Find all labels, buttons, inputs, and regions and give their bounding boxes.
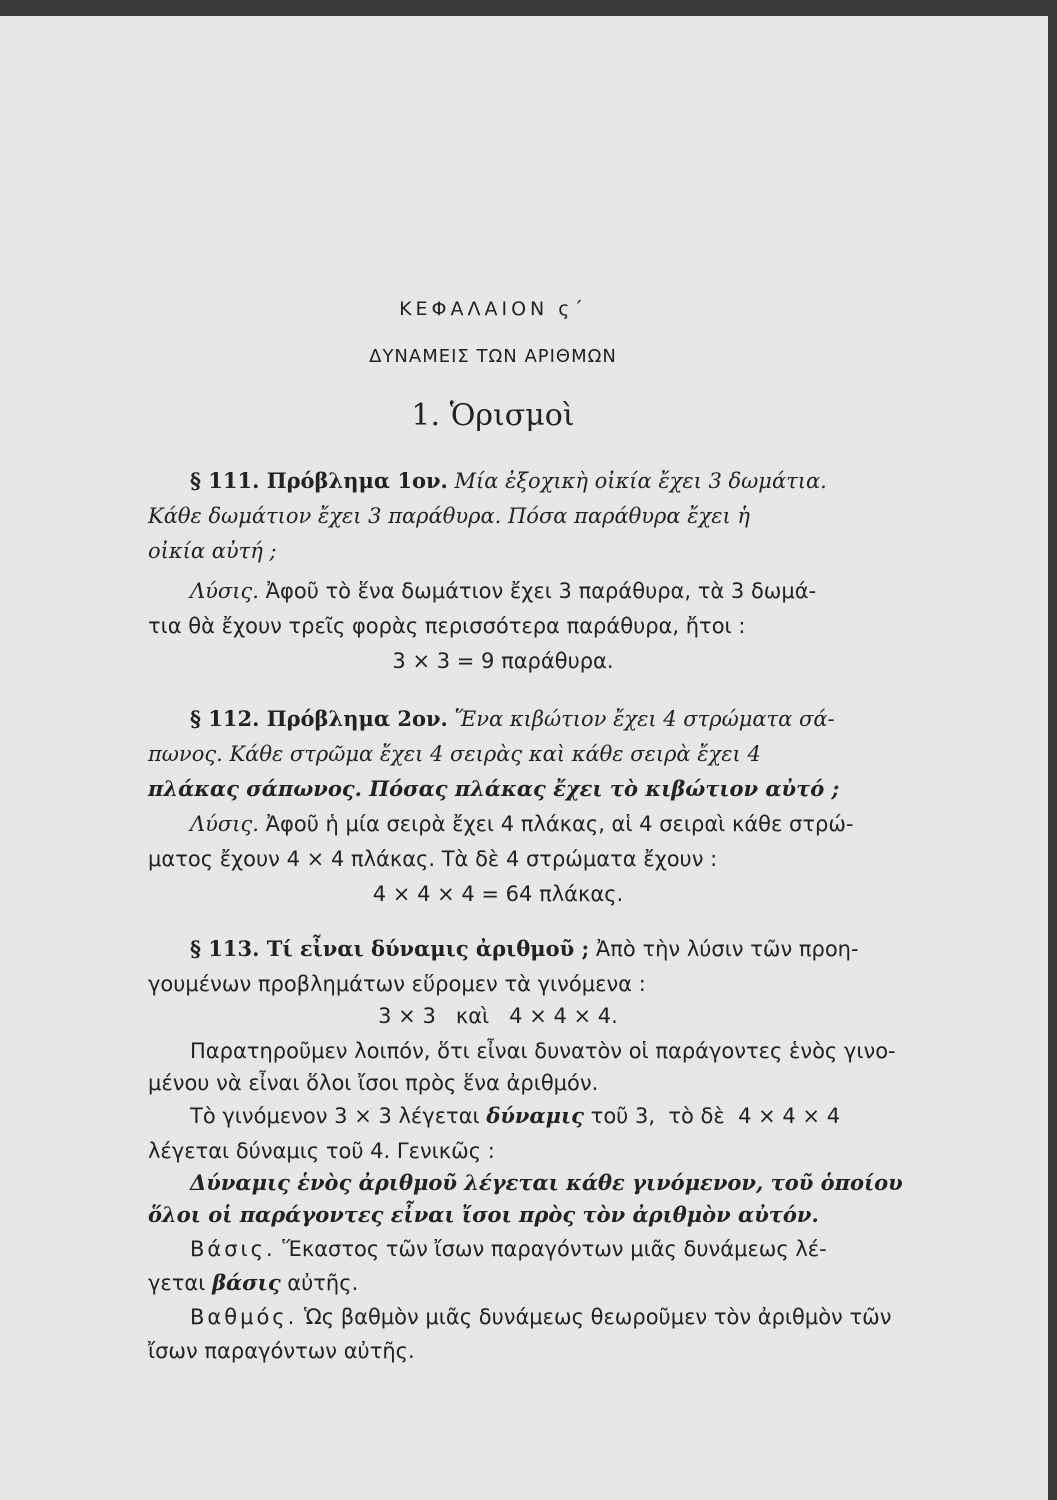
p111-solution-text-1: Ἀφοῦ τὸ ἕνα δωμάτιον ἔχει 3 παράθυρα, τὰ 3 δωμά- [265, 579, 817, 603]
p113-line-5 [148, 1101, 988, 1131]
p112-line-1 [148, 704, 988, 734]
p112-question-3: πλάκας σάπωνος. Πόσας πλάκας ἔχει τὸ κιβώτιον αὐτό ; [148, 776, 840, 801]
p113-degree-text-1: Ὡς βαθμὸν μιᾶς δυνάμεως θεωροῦμεν τὸν ἀριθμὸν τῶν [304, 1305, 892, 1329]
p113-base-text-2c: αὐτῆς. [287, 1271, 359, 1295]
p112-solution-2: ματος ἔχουν 4 × 4 πλάκας. Τὰ δὲ 4 στρώματα ἔχουν : [148, 847, 718, 871]
p113-term-power: δύναμις [486, 1103, 584, 1128]
p112-solution-text-1: Ἀφοῦ ἡ μία σειρὰ ἔχει 4 πλάκας, αἱ 4 σειραὶ κάθε στρώ- [265, 812, 854, 836]
p112-equation: 4 × 4 × 4 = 64 πλάκας. [372, 882, 624, 906]
p113-equation: 3 × 3 καὶ 4 × 4 × 4. [378, 1004, 618, 1028]
p113-text-5c: τοῦ 3, τὸ δὲ 4 × 4 × 4 [590, 1104, 841, 1128]
p113-base-text-1: Ἕκαστος τῶν ἴσων παραγόντων μιᾶς δυνάμεως λέ- [282, 1237, 827, 1261]
p112-solution-1 [148, 809, 988, 839]
p113-text-2: γουμένων προβλημάτων εὕρομεν τὰ γινόμενα : [148, 972, 646, 996]
p113-base-label: Βάσις. [190, 1237, 276, 1261]
p113-text-6: λέγεται δύναμις τοῦ 4. Γενικῶς : [148, 1139, 495, 1163]
p111-line-1 [148, 466, 988, 496]
p113-text-3: Παρατηροῦμεν λοιπόν, ὅτι εἶναι δυνατὸν οἱ παράγοντες ἑνὸς γινο- [190, 1039, 896, 1063]
p111-solution-label: Λύσις. [190, 579, 259, 603]
p113-definition-1: Δύναμις ἑνὸς ἀριθμοῦ λέγεται κάθε γινόμενον, τοῦ ὁποίου [190, 1170, 903, 1195]
chapter-heading: ΚΕΦΑΛΑΙΟΝ ς΄ [399, 298, 587, 320]
p111-solution-1 [148, 576, 988, 606]
p113-term-base: βάσις [212, 1270, 281, 1295]
p111-equation: 3 × 3 = 9 παράθυρα. [392, 649, 614, 673]
p111-label: § 111. Πρόβλημα 1ον. [190, 468, 448, 493]
p112-label: § 112. Πρόβλημα 2ον. [190, 706, 448, 731]
p113-text-1: Ἀπὸ τὴν λύσιν τῶν προη- [595, 937, 859, 961]
p113-base-line-2 [148, 1268, 988, 1298]
page-sheet [0, 16, 1048, 1500]
p113-base-text-2a: γεται [148, 1271, 206, 1295]
section-title: 1. Ὁρισμοὶ [411, 398, 575, 433]
p113-degree-label: Βαθμός. [190, 1305, 298, 1329]
chapter-subtitle: ΔΥΝΑΜΕΙΣ ΤΩΝ ΑΡΙΘΜΩΝ [369, 346, 617, 367]
p113-degree-line-1 [148, 1302, 988, 1332]
p113-degree-text-2: ἴσων παραγόντων αὐτῆς. [148, 1339, 415, 1363]
p111-question-1: Μία ἐξοχικὴ οἰκία ἔχει 3 δωμάτια. [454, 469, 827, 493]
p112-solution-label: Λύσις. [190, 812, 259, 836]
p112-question-1: Ἕνα κιβώτιον ἔχει 4 στρώματα σά- [454, 707, 835, 731]
p113-label: § 113. Τί εἶναι δύναμις ἀριθμοῦ ; [190, 936, 590, 961]
p111-solution-2: τια θὰ ἔχουν τρεῖς φορὰς περισσότερα παράθυρα, ἤτοι : [148, 614, 746, 638]
p113-line-1 [148, 934, 988, 964]
p113-definition-2: ὅλοι οἱ παράγοντες εἶναι ἴσοι πρὸς τὸν ἀριθμὸν αὐτόν. [148, 1202, 819, 1227]
p113-base-line-1 [148, 1234, 988, 1264]
p113-text-4: μένου νὰ εἶναι ὅλοι ἴσοι πρὸς ἕνα ἀριθμόν. [148, 1071, 599, 1095]
p113-text-5a: Τὸ γινόμενον 3 × 3 λέγεται [190, 1104, 480, 1128]
p111-question-2: Κάθε δωμάτιον ἔχει 3 παράθυρα. Πόσα παράθυρα ἔχει ἡ [148, 504, 751, 528]
p112-question-2: πωνος. Κάθε στρῶμα ἔχει 4 σειρὰς καὶ κάθε σειρὰ ἔχει 4 [148, 742, 761, 766]
p111-question-3: οἰκία αὐτή ; [148, 539, 277, 563]
